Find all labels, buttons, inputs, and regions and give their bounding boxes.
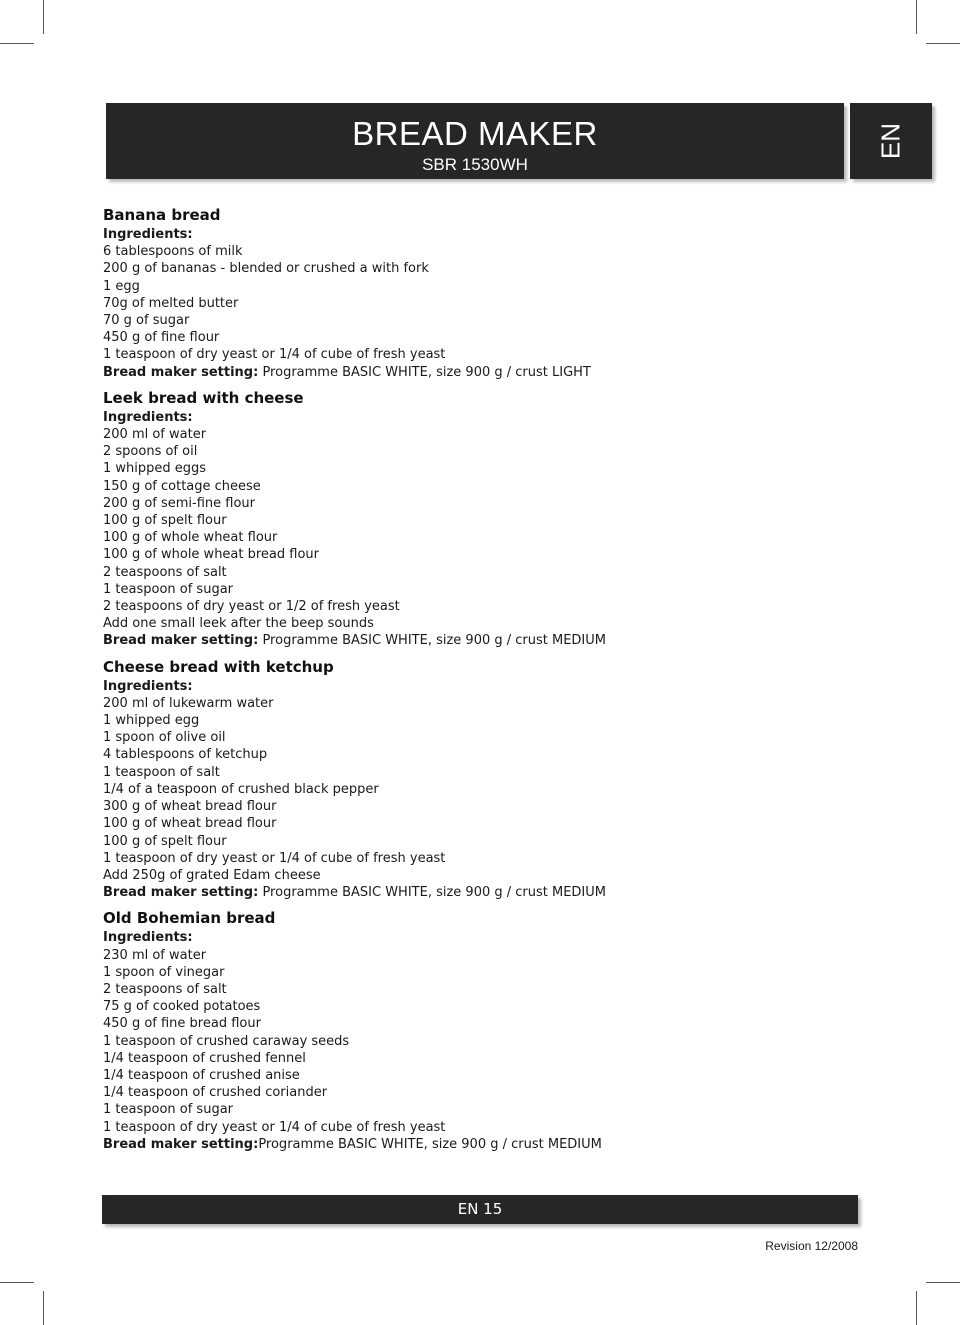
ingredient-item: 2 spoons of oil (103, 444, 198, 460)
ingredient-item: 1 whipped eggs (103, 461, 207, 477)
ingredient-item: 70g of melted butter (103, 295, 239, 311)
ingredient-item: 1 teaspoon of salt (103, 764, 220, 780)
crop-mark (0, 43, 34, 44)
machine-setting (103, 632, 863, 649)
ingredient-item: Add 250g of grated Edam cheese (103, 867, 321, 883)
recipe-title: Leek bread with cheese (103, 388, 304, 407)
page-title: BREAD MAKER (352, 115, 598, 152)
crop-mark (0, 1282, 34, 1283)
ingredients-label: Ingredients: (103, 930, 193, 946)
ingredient-item: 1 spoon of vinegar (103, 964, 225, 980)
language-tab (850, 103, 932, 179)
machine-setting (103, 884, 863, 901)
crop-mark (926, 1282, 960, 1283)
recipe-list (103, 204, 863, 1159)
ingredient-item: 1 teaspoon of crushed caraway seeds (103, 1033, 350, 1049)
page-number: EN 15 (457, 1200, 503, 1218)
ingredients-label: Ingredients: (103, 678, 193, 694)
recipe-title: Banana bread (103, 206, 221, 224)
ingredients-label: Ingredients: (103, 227, 193, 242)
ingredient-item: 100 g of whole wheat flour (103, 530, 278, 546)
setting-value: Programme BASIC WHITE, size 900 g / crust MEDIUM (258, 633, 606, 649)
ingredient-item: 200 g of semi-fine flour (103, 495, 256, 511)
recipe-section (103, 656, 863, 902)
recipe-section (103, 907, 863, 1153)
ingredient-item: 230 ml of water (103, 947, 207, 963)
recipe-title: Old Bohemian bread (103, 909, 276, 928)
setting-value: Programme BASIC WHITE, size 900 g / crust MEDIUM (258, 1136, 602, 1152)
machine-setting (103, 1136, 863, 1153)
ingredient-item: 1 teaspoon of sugar (103, 1102, 234, 1118)
ingredient-item: 200 g of bananas - blended or crushed a with fork (103, 261, 429, 277)
recipe-title: Cheese bread with ketchup (103, 657, 334, 676)
ingredient-item: 450 g of fine bread flour (103, 1016, 261, 1032)
ingredient-item: 1 teaspoon of dry yeast or 1/4 of cube of fresh yeast (103, 850, 446, 866)
ingredient-item: 100 g of wheat bread flour (103, 816, 277, 832)
ingredient-item: 1 spoon of olive oil (103, 730, 226, 746)
ingredient-item: 2 teaspoons of salt (103, 981, 227, 997)
ingredient-item: 4 tablespoons of ketchup (103, 747, 268, 763)
setting-label: Bread maker setting: (103, 885, 259, 901)
setting-label: Bread maker setting: (103, 364, 259, 380)
ingredient-item: 300 g of wheat bread flour (103, 799, 277, 815)
page-number-bar (102, 1195, 858, 1224)
recipe-section (103, 204, 863, 381)
ingredient-item: 150 g of cottage cheese (103, 478, 261, 494)
ingredient-item: 1 egg (103, 278, 140, 294)
ingredient-item: 100 g of spelt flour (103, 833, 227, 849)
ingredient-item: 1/4 teaspoon of crushed anise (103, 1067, 300, 1083)
crop-mark (926, 43, 960, 44)
crop-mark (916, 0, 917, 34)
recipe-section (103, 387, 863, 650)
ingredient-item: 6 tablespoons of milk (103, 244, 243, 260)
ingredient-item: 1 teaspoon of dry yeast or 1/4 of cube of fresh yeast (103, 347, 446, 363)
ingredient-item: 75 g of cooked potatoes (103, 999, 261, 1015)
ingredient-item: 100 g of whole wheat bread flour (103, 547, 320, 563)
crop-mark (43, 1291, 44, 1325)
language-tab-label: EN (875, 122, 906, 160)
crop-mark (916, 1291, 917, 1325)
ingredient-item: 100 g of spelt flour (103, 513, 227, 529)
ingredient-item: 200 ml of lukewarm water (103, 695, 274, 711)
ingredient-item: 1 whipped egg (103, 713, 200, 729)
ingredient-item: 1/4 of a teaspoon of crushed black pepper (103, 781, 379, 797)
ingredient-item: 1/4 teaspoon of crushed coriander (103, 1085, 328, 1101)
ingredient-item: Add one small leek after the beep sounds (103, 616, 374, 632)
setting-value: Programme BASIC WHITE, size 900 g / crust LIGHT (258, 364, 591, 380)
ingredient-item: 2 teaspoons of salt (103, 564, 227, 580)
ingredients-label: Ingredients: (103, 409, 193, 425)
crop-mark (43, 0, 44, 34)
machine-setting (103, 364, 863, 381)
ingredient-item: 1 teaspoon of sugar (103, 581, 234, 597)
setting-label: Bread maker setting: (103, 633, 259, 649)
ingredient-item: 200 ml of water (103, 427, 207, 443)
setting-value: Programme BASIC WHITE, size 900 g / crust MEDIUM (258, 885, 606, 901)
ingredient-item: 450 g of fine flour (103, 330, 220, 346)
setting-label: Bread maker setting: (103, 1136, 259, 1152)
ingredient-item: 1/4 teaspoon of crushed fennel (103, 1050, 306, 1066)
ingredient-item: 1 teaspoon of dry yeast or 1/4 of cube of fresh yeast (103, 1119, 446, 1135)
model-number: SBR 1530WH (422, 155, 528, 174)
revision-note: Revision 12/2008 (765, 1239, 858, 1253)
header-bar (106, 103, 844, 179)
ingredient-item: 2 teaspoons of dry yeast or 1/2 of fresh yeast (103, 599, 400, 615)
ingredient-item: 70 g of sugar (103, 313, 190, 329)
